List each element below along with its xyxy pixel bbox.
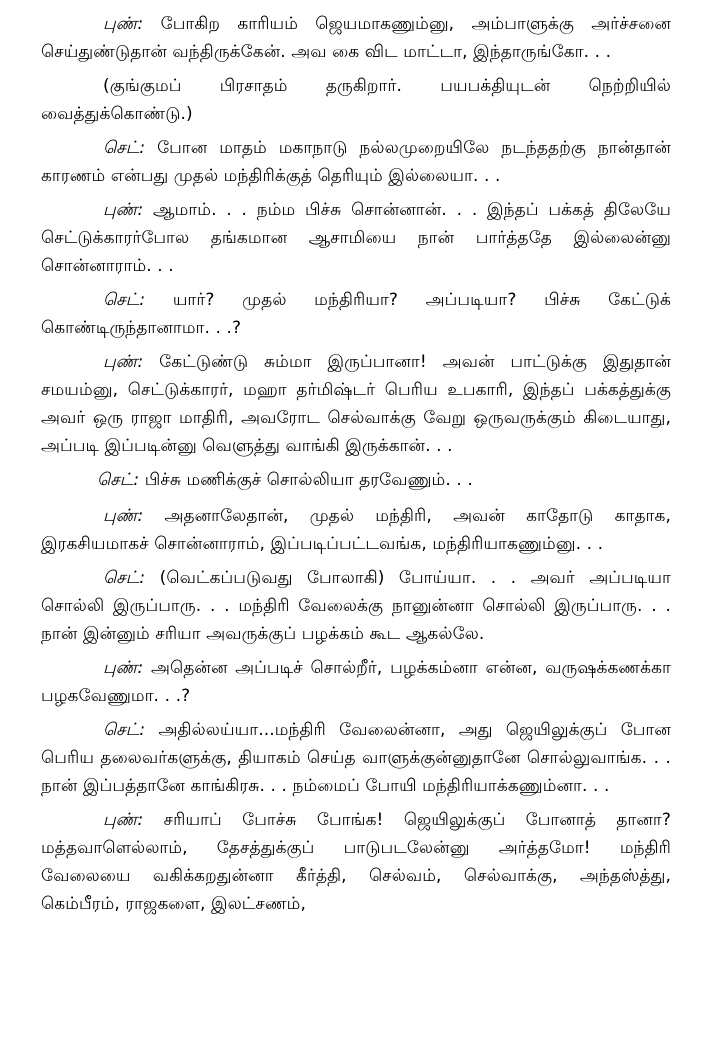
dialogue-paragraph [41, 716, 671, 800]
dialogue-text: சரியாப் போச்சு போங்க! ஜெயிலுக்குப் போனாத் தானா? மத்தவாளெல்லாம், தேசத்துக்குப் பாடுபடலேன்னு அர்த்தமோ! மந்திரி வேலையை வகிக்கறதுன்னா கீர்த்தி, செல்வம், செல்வாக்கு, அந்தஸ்த்து, கெம்பீரம், ராஜகளை, இலட்சணம், [41, 810, 671, 914]
speaker-label: செட்: [103, 138, 146, 158]
speaker-label: புண்: [103, 810, 144, 830]
dialogue-paragraph [41, 348, 671, 460]
dialogue-paragraph [41, 10, 671, 66]
speaker-label: புண்: [103, 352, 144, 372]
dialogue-paragraph [41, 466, 671, 494]
dialogue-paragraph [41, 502, 671, 558]
speaker-label: புண்: [103, 14, 144, 34]
speaker-label: புண்: [103, 200, 144, 220]
dialogue-paragraph [41, 564, 671, 648]
dialogue-paragraph [41, 654, 671, 710]
dialogue-text: போன மாதம் மகாநாடு நல்லமுறையிலே நடந்ததற்கு நான்தான் காரணம் என்பது முதல் மந்திரிக்குத் தெரியும் இல்லையா. . . [41, 138, 671, 186]
dialogue-text: கேட்டுண்டு சும்மா இருப்பானா! அவன் பாட்டுக்கு இதுதான் சமயம்னு, செட்டுக்காரர், மஹா தர்மிஷ்டர் பெரிய உபகாரி, இந்தப் பக்கத்துக்கு அவர் ஒரு ராஜா மாதிரி, அவரோட செல்வாக்கு வேறு ஒருவருக்கும் கிடையாது, அப்படி இப்படின்னு வெளுத்து வாங்கி இருக்கான். . . [41, 352, 671, 456]
dialogue-text: ஆமாம். . . நம்ம பிச்சு சொன்னான். . . இந்தப் பக்கத் திலேயே செட்டுக்காரர்போல தங்கமான ஆசாமியை நான் பார்த்ததே இல்லைன்னு சொன்னாராம். . . [41, 200, 671, 276]
dialogue-text: அதனாலேதான், முதல் மந்திரி, அவன் காதோடு காதாக, இரகசியமாகச் சொன்னாராம், இப்படிப்பட்டவங்க, மந்திரியாகணும்னு. . . [41, 506, 671, 554]
dialogue-paragraph [41, 196, 671, 280]
document-page [41, 10, 671, 924]
speaker-label: புண்: [103, 506, 144, 526]
dialogue-text: அதென்ன அப்படிச் சொல்றீர், பழக்கம்னா என்ன, வருஷக்கணக்கா பழகவேணுமா. . .? [41, 658, 671, 706]
speaker-label: செட்: [103, 290, 146, 310]
speaker-label: செட்: [97, 470, 140, 490]
dialogue-text: போகிற காரியம் ஜெயமாகணும்னு, அம்பாளுக்கு அர்ச்சனை செய்துண்டுதான் வந்திருக்கேன். அவ கை விட மாட்டா, இந்தாருங்கோ. . . [41, 14, 671, 62]
speaker-label: செட்: [103, 720, 146, 740]
stage-direction-text: (குங்குமப் பிரசாதம் தருகிறார். பயபக்தியுடன் நெற்றியில் வைத்துக்கொண்டு.) [41, 76, 671, 124]
speaker-label: செட்: [103, 568, 146, 588]
speaker-label: புண்: [103, 658, 144, 678]
stage-direction [41, 72, 671, 128]
dialogue-text: அதில்லய்யா...மந்திரி வேலைன்னா, அது ஜெயிலுக்குப் போன பெரிய தலைவர்களுக்கு, தியாகம் செய்த வாளுக்குன்னுதானே சொல்லுவாங்க. . . நான் இப்பத்தானே காங்கிரசு. . . நம்மைப் போயி மந்திரியாக்கணும்னா. . . [41, 720, 671, 796]
dialogue-paragraph [41, 134, 671, 190]
dialogue-paragraph [41, 286, 671, 342]
dialogue-text: (வெட்கப்படுவது போலாகி) போய்யா. . . அவர் அப்படியா சொல்லி இருப்பாரு. . . மந்திரி வேலைக்கு நானுன்னா சொல்லி இருப்பாரு. . . நான் இன்னும் சரியா அவருக்குப் பழக்கம் கூட ஆகல்லே. [41, 568, 671, 644]
dialogue-text: பிச்சு மணிக்குச் சொல்லியா தரவேணும். . . [139, 470, 473, 490]
dialogue-text: யார்? முதல் மந்திரியா? அப்படியா? பிச்சு கேட்டுக் கொண்டிருந்தானாமா. . .? [41, 290, 671, 338]
dialogue-paragraph [41, 806, 671, 918]
